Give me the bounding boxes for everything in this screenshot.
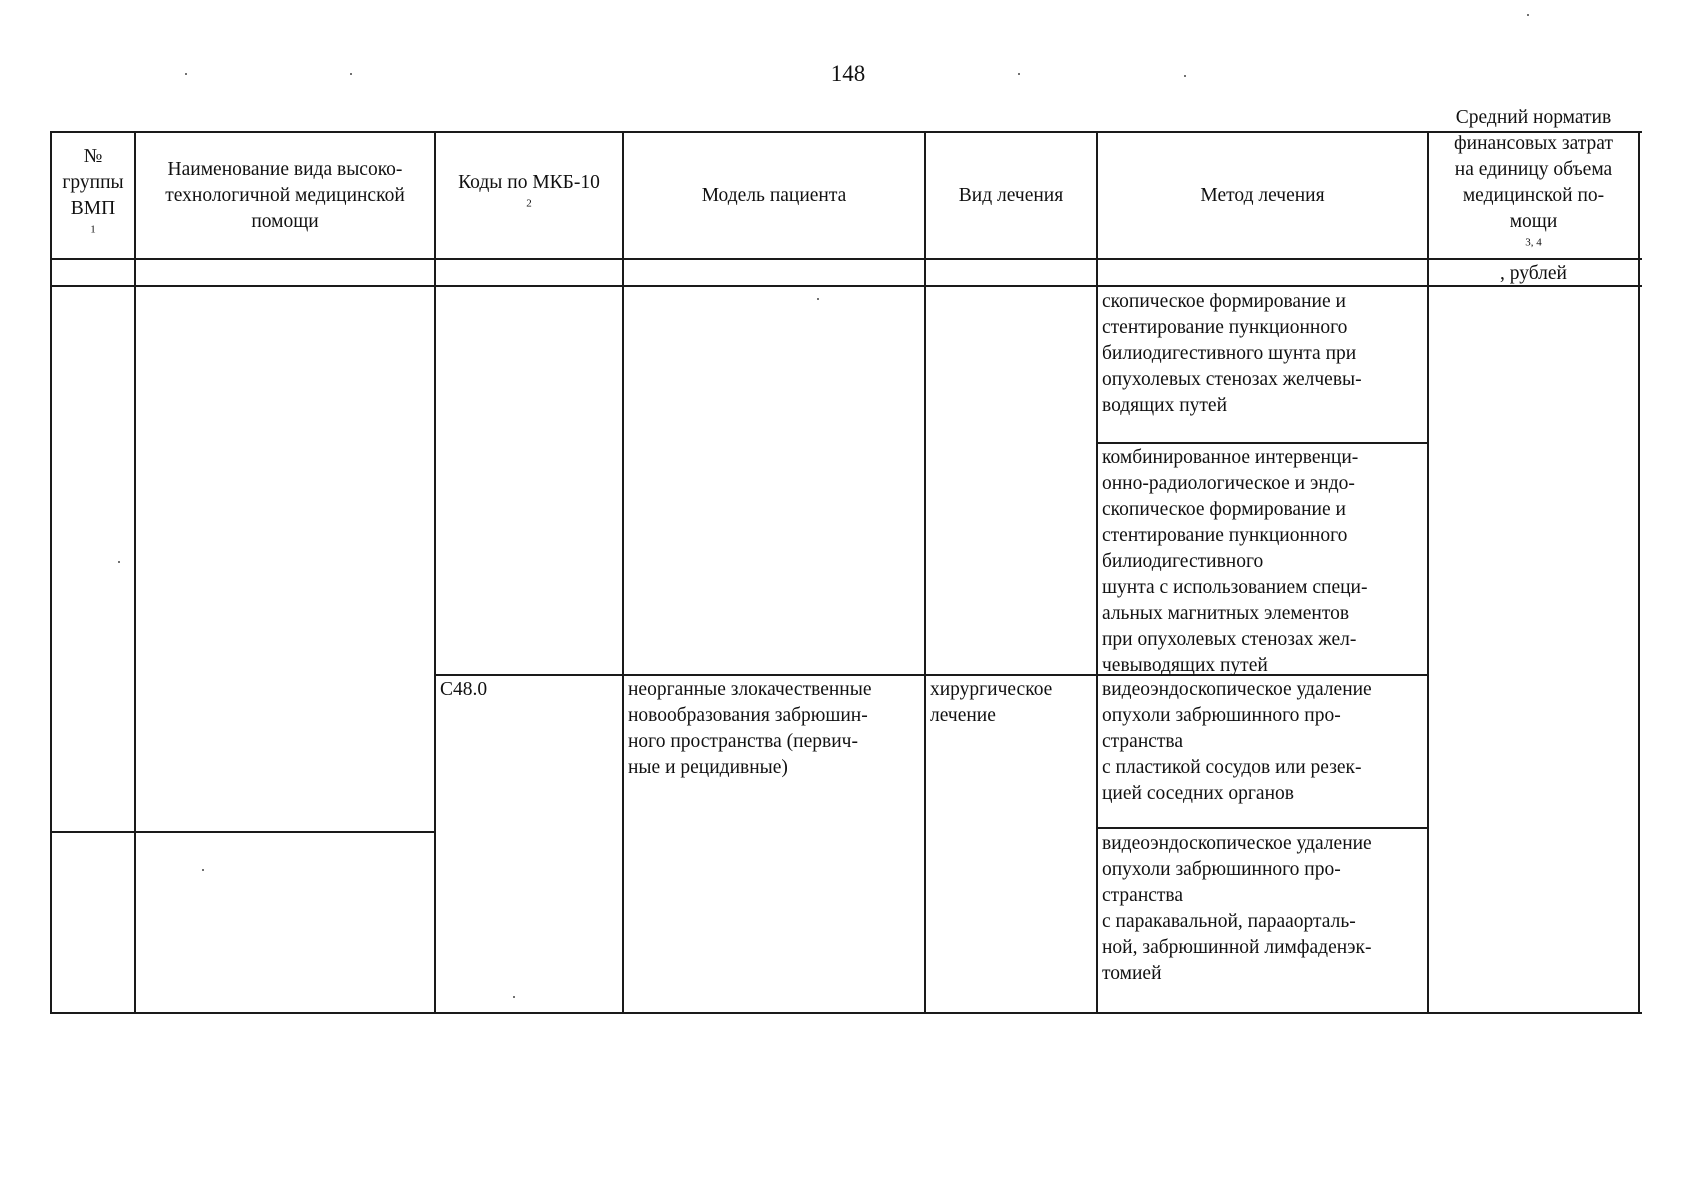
header-cost-standard-text: Средний норматив финансовых затрат на единицу объема медицинской по- мощи bbox=[1454, 106, 1613, 232]
method-cell-2: комбинированное интервенци- онно-радиологическое и эндо- скопическое формирование и стентирование пункционного билиодигестивного шунта с использованием специ- альных магнитных элементов при опухолевых стенозах жел- чевыводящих путей bbox=[1102, 447, 1368, 676]
method-row-divider-2 bbox=[1096, 827, 1429, 829]
method-cell-4: видеоэндоскопическое удаление опухоли забрюшинного про- странства с паракавальной, парааорталь- ной, забрюшинной лимфаденэк- томией bbox=[1102, 833, 1372, 984]
header-patient-model bbox=[624, 133, 924, 258]
scan-speck bbox=[1184, 75, 1186, 77]
col-border-4 bbox=[924, 131, 926, 1014]
header-icd-codes bbox=[436, 133, 622, 258]
spacer-row-border bbox=[50, 285, 1642, 287]
header-patient-model-text: Модель пациента bbox=[701, 184, 847, 206]
header-group-number-text: № группы ВМП bbox=[62, 145, 124, 219]
footnote-3-4: 3, 4 bbox=[1525, 236, 1542, 248]
col-border-6 bbox=[1427, 131, 1429, 1014]
footnote-1: 1 bbox=[90, 223, 96, 235]
method-cell-3: видеоэндоскопическое удаление опухоли забрюшинного про- странства с пластикой сосудов или резек- цией соседних органов bbox=[1102, 679, 1372, 804]
scan-speck bbox=[817, 298, 819, 300]
scan-speck bbox=[350, 73, 352, 75]
method-row-divider-1 bbox=[1096, 442, 1429, 444]
patient-model-cell: неорганные злокачественные новообразования забрюшин- ного пространства (первич- ные и рецидивные) bbox=[628, 679, 872, 778]
header-treatment-type-text: Вид лечения bbox=[958, 184, 1064, 206]
group-row-divider bbox=[50, 831, 436, 833]
scan-speck bbox=[1018, 73, 1020, 75]
header-treatment-method-text: Метод лечения bbox=[1200, 184, 1325, 206]
scan-speck bbox=[118, 561, 120, 563]
page-number: 148 bbox=[830, 61, 866, 86]
col-border-1 bbox=[134, 131, 136, 1014]
header-bottom-border bbox=[50, 258, 1642, 260]
col-border-right bbox=[1638, 131, 1640, 1014]
header-treatment-type bbox=[926, 133, 1096, 258]
table-bottom-border bbox=[50, 1012, 1642, 1014]
header-care-type-text: Наименование вида высоко- технологичной медицинской помощи bbox=[165, 158, 405, 232]
icd-code-cell: C48.0 bbox=[440, 679, 488, 700]
col-border-left bbox=[50, 131, 52, 1014]
header-treatment-method bbox=[1098, 133, 1427, 258]
scan-speck bbox=[1527, 14, 1529, 16]
scan-speck bbox=[513, 996, 515, 998]
scan-speck bbox=[202, 869, 204, 871]
scan-speck bbox=[185, 73, 187, 75]
header-cost-standard bbox=[1429, 106, 1638, 284]
col-border-2 bbox=[434, 131, 436, 1014]
header-icd-codes-text: Коды по МКБ-10 bbox=[458, 171, 600, 193]
col-border-5 bbox=[1096, 131, 1098, 1014]
header-cost-standard-unit: , рублей bbox=[1499, 262, 1567, 284]
header-care-type bbox=[136, 133, 434, 258]
header-group-number bbox=[52, 133, 134, 258]
method-cell-1: скопическое формирование и стентирование пункционного билиодигестивного шунта при опухолевых стенозах желчевы- водящих путей bbox=[1102, 291, 1362, 416]
treatment-type-cell: хирургическое лечение bbox=[930, 679, 1053, 726]
col-border-3 bbox=[622, 131, 624, 1014]
footnote-2: 2 bbox=[526, 197, 532, 209]
